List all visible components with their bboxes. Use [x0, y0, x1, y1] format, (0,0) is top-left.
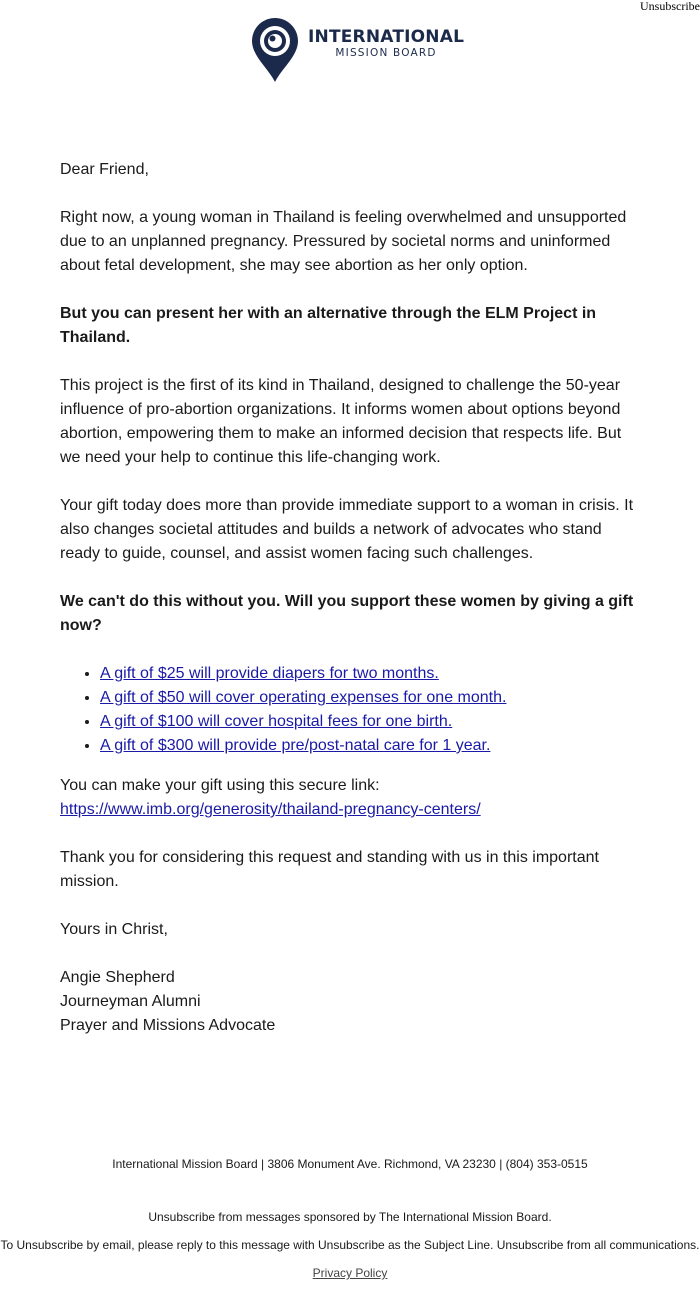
- footer-address: International Mission Board | 3806 Monument Ave. Richmond, VA 23230 | (804) 353-0515: [112, 1157, 588, 1171]
- signature-name: Angie Shepherd: [60, 969, 175, 986]
- list-item: [100, 662, 645, 686]
- bold-callout-ask: We can't do this without you. Will you support these women by giving a gift now?: [60, 593, 634, 634]
- list-item: [100, 734, 645, 758]
- gift-link-25[interactable]: A gift of $25 will provide diapers for two months.: [100, 665, 439, 682]
- secure-giving-link[interactable]: https://www.imb.org/generosity/thailand-pregnancy-centers/: [60, 801, 481, 818]
- paragraph-project: This project is the first of its kind in Thailand, designed to challenge the 50-year influence of pro-abortion organizations. It informs women about options beyond abortion, empowering them to make an informed decision that respects life. But we need your help to continue this life-changing work.: [60, 377, 622, 466]
- location-pin-icon: [251, 16, 299, 84]
- secure-link-intro: You can make your gift using this secure link:: [60, 777, 380, 794]
- privacy-policy-link[interactable]: Privacy Policy: [312, 1266, 388, 1280]
- gift-options-list: [60, 662, 645, 758]
- logo-line-mission-board: MISSION BOARD: [335, 46, 437, 59]
- bold-callout-alternative: But you can present her with an alternative through the ELM Project in Thailand.: [60, 305, 597, 346]
- gift-link-100[interactable]: A gift of $100 will cover hospital fees for one birth.: [100, 713, 453, 730]
- letter-body: [60, 158, 645, 1038]
- top-unsubscribe-link[interactable]: Unsubscribe: [640, 0, 700, 13]
- gift-link-50[interactable]: A gift of $50 will cover operating expenses for one month.: [100, 689, 507, 706]
- greeting: Dear Friend,: [60, 161, 149, 178]
- footer-privacy: [0, 1266, 700, 1280]
- footer-unsubscribe-email[interactable]: To Unsubscribe by email, please reply to this message with Unsubscribe as the Subject Line. Unsubscribe from all communications.: [0, 1238, 700, 1252]
- gift-link-300[interactable]: A gift of $300 will provide pre/post-natal care for 1 year.: [100, 737, 491, 754]
- paragraph-thanks: Thank you for considering this request and standing with us in this important mission.: [60, 849, 599, 890]
- logo-wordmark: [308, 27, 464, 60]
- list-item: [100, 686, 645, 710]
- footer-unsubscribe-sponsored[interactable]: Unsubscribe from messages sponsored by The International Mission Board.: [148, 1210, 552, 1224]
- signature-title-1: Journeyman Alumni: [60, 993, 201, 1010]
- signature-title-2: Prayer and Missions Advocate: [60, 1017, 276, 1034]
- closing: Yours in Christ,: [60, 921, 168, 938]
- imb-logo: [251, 16, 464, 84]
- paragraph-intro: Right now, a young woman in Thailand is feeling overwhelmed and unsupported due to an unplanned pregnancy. Pressured by societal norms and uninformed about fetal development, she may see abortion as her only option.: [60, 209, 627, 274]
- paragraph-gift-impact: Your gift today does more than provide immediate support to a woman in crisis. It also changes societal attitudes and builds a network of advocates who stand ready to guide, counsel, and assist women facing such challenges.: [60, 497, 634, 562]
- list-item: [100, 710, 645, 734]
- logo-line-international: INTERNATIONAL: [308, 26, 465, 47]
